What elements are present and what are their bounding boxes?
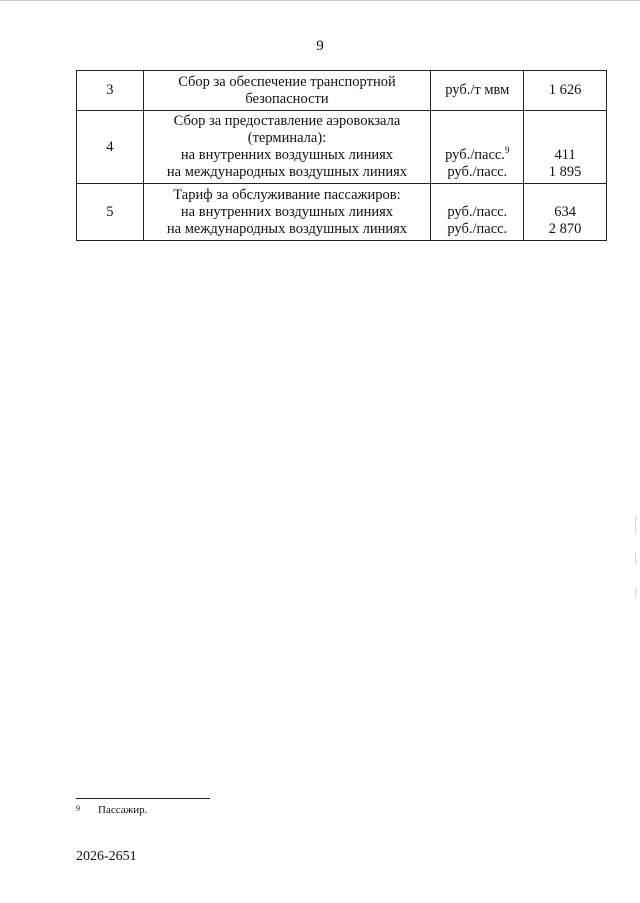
tariff-table: [76, 70, 607, 241]
scan-margin-mark: [635, 516, 636, 534]
unit-line: руб./пасс.: [447, 164, 508, 180]
unit-line: руб./т мвм: [445, 82, 510, 98]
unit-line: руб./пасс.: [447, 220, 508, 237]
cell-spacer: [528, 187, 602, 204]
row-number: 5: [77, 184, 144, 241]
row-number: 3: [77, 71, 144, 111]
charge-name-line: на международных воздушных линиях: [166, 164, 408, 180]
footnote-reference: 9: [504, 145, 510, 156]
footnote: [76, 804, 147, 816]
unit-text: руб./пасс.: [445, 147, 505, 163]
cell-spacer: [528, 130, 602, 147]
footnote-text: Пассажир.: [98, 804, 148, 816]
value-line: 2 870: [548, 220, 582, 237]
page-number: 9: [316, 38, 324, 54]
scan-margin-mark: [635, 588, 636, 598]
cell-spacer: [435, 113, 519, 130]
charge-name-line: Тариф за обслуживание пассажиров:: [173, 186, 401, 203]
charge-name-line: безопасности: [245, 90, 329, 107]
table-row: [77, 71, 607, 111]
unit-cell: [431, 184, 524, 241]
value-cell: [524, 111, 607, 184]
scan-margin-mark: [635, 552, 636, 564]
charge-name-line: (терминала):: [247, 130, 327, 146]
charge-name-cell: [143, 71, 431, 111]
unit-line: [435, 147, 519, 164]
footnote-mark: 9: [76, 804, 80, 813]
charge-name-cell: [143, 111, 431, 184]
cell-spacer: [435, 187, 519, 204]
charge-name-line: на внутренних воздушных линиях: [180, 203, 394, 220]
unit-cell: [431, 71, 524, 111]
value-line: 411: [554, 147, 576, 163]
value-cell: [524, 71, 607, 111]
value-line: 1 895: [548, 164, 582, 180]
value-line: 1 626: [548, 82, 582, 98]
unit-line: руб./пасс.: [447, 203, 508, 220]
charge-name-line: на внутренних воздушных линиях: [180, 147, 394, 163]
cell-spacer: [528, 113, 602, 130]
charge-name-line: Сбор за обеспечение транспортной: [178, 73, 396, 90]
charge-name-line: Сбор за предоставление аэровокзала: [173, 113, 401, 129]
table-row: [77, 111, 607, 184]
charge-name-line: на международных воздушных линиях: [166, 220, 408, 237]
charge-name-cell: [143, 184, 431, 241]
value-line: 634: [554, 203, 576, 220]
unit-cell: [431, 111, 524, 184]
top-edge-rule: [0, 0, 640, 1]
row-number: 4: [77, 111, 144, 184]
table-row: [77, 184, 607, 241]
document-code: 2026-2651: [76, 849, 137, 864]
value-cell: [524, 184, 607, 241]
footnote-separator: [76, 798, 210, 799]
